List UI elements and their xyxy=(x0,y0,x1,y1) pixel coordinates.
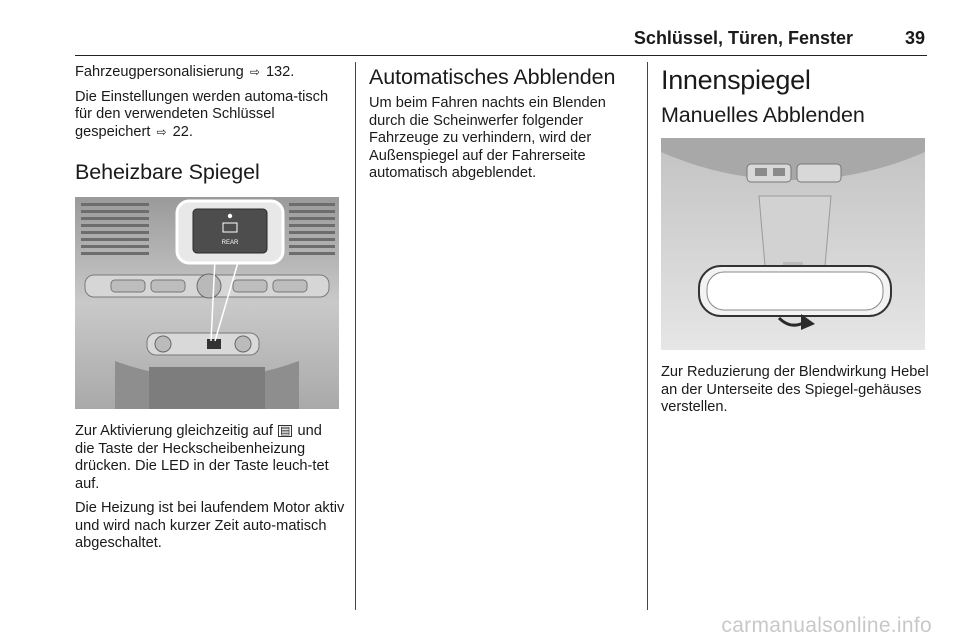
subheading-manual-dimming: Manuelles Abblenden xyxy=(661,103,865,127)
cross-reference-page[interactable]: 132. xyxy=(265,64,295,80)
paragraph xyxy=(75,89,345,142)
paragraph-text: Zur Aktivierung gleichzeitig auf xyxy=(75,423,273,439)
chapter-title: Schlüssel, Türen, Fenster xyxy=(633,28,853,48)
cross-reference-page[interactable]: 22. xyxy=(172,123,193,140)
rear-button-label: REAR xyxy=(221,240,239,246)
column-1 xyxy=(75,64,345,560)
cross-reference-text: Fahrzeugpersonalisierung xyxy=(75,64,244,80)
column-divider-1 xyxy=(355,62,356,610)
heated-mirror-button-figure xyxy=(75,197,339,409)
column-2 xyxy=(369,64,637,190)
cross-reference xyxy=(75,64,345,82)
paragraph-text: und die Taste der Heckscheibenheizung drücken. Die LED in der Taste leuch-tet auf. xyxy=(75,423,329,492)
column-3 xyxy=(661,64,929,424)
page-ref-arrow-icon: ⇨ xyxy=(156,124,167,139)
header-rule xyxy=(75,55,927,56)
watermark: carmanualsonline.info xyxy=(721,614,932,637)
paragraph xyxy=(75,423,345,493)
section-heading-interior-mirror: Innenspiegel xyxy=(661,65,811,95)
paragraph: Die Heizung ist bei laufendem Motor aktiv und wird nach kurzer Zeit auto-matisch abgeschaltet. xyxy=(75,500,345,551)
paragraph-text: Die Einstellungen werden automa-tisch für den verwendeten Schlüssel gespeichert xyxy=(75,88,329,140)
page-header xyxy=(75,28,927,54)
column-divider-2 xyxy=(647,62,648,610)
rear-window-heater-icon: ▤ xyxy=(280,425,291,437)
section-heading-auto-dimming: Automatisches Abblenden xyxy=(369,65,616,89)
page-ref-arrow-icon: ⇨ xyxy=(249,65,260,79)
page-number: 39 xyxy=(904,28,925,48)
paragraph: Um beim Fahren nachts ein Blenden durch die Scheinwerfer folgender Fahrzeuge zu verhindern, wird der Außenspiegel auf der Fahrerseite automatisch abgeblendet. xyxy=(369,95,606,181)
section-heading-heated-mirrors: Beheizbare Spiegel xyxy=(75,160,260,184)
paragraph: Zur Reduzierung der Blendwirkung Hebel an der Unterseite des Spiegel-gehäuses verstellen. xyxy=(661,364,929,415)
interior-mirror-figure xyxy=(661,138,925,350)
